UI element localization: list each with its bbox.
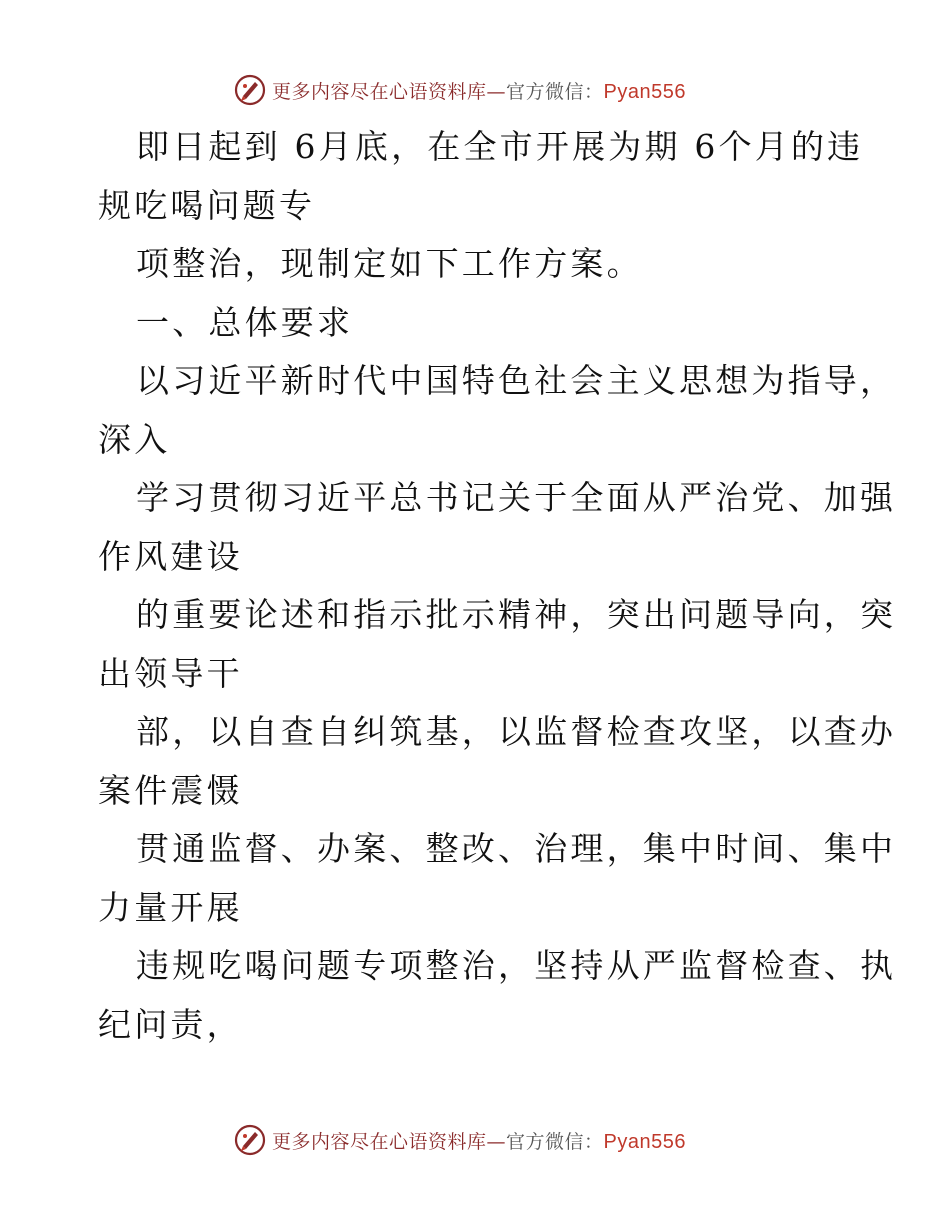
text-line: 案件震慑 <box>98 770 243 810</box>
text-line: 力量开展 <box>98 887 243 927</box>
text-line: 部，以自查自纠筑基，以监督检查攻坚，以查办 <box>136 712 897 751</box>
text-line: 项整治，现制定如下工作方案。 <box>136 244 643 283</box>
text-line: 贯通监督、办案、整改、治理，集中时间、集中 <box>136 829 897 868</box>
header-banner-text <box>272 77 686 104</box>
text-line: 违规吃喝问题专项整治，坚持从严监督检查、执 <box>136 946 897 985</box>
footer-wechat-label: 官方微信： <box>506 1130 604 1153</box>
text-line: 以习近平新时代中国特色社会主义思想为指导， <box>136 361 897 400</box>
text-line: 的重要论述和指示批示精神，突出问题导向，突 <box>136 595 897 634</box>
header-wechat-id: Pyan556 <box>603 80 686 103</box>
text-line: 深入 <box>98 419 171 459</box>
pen-logo-icon <box>234 1124 266 1156</box>
text-line: 即日起到 6月底，在全市开展为期 6个月的违 <box>136 127 864 166</box>
footer-site-name: 更多内容尽在心语资料库 <box>272 1130 487 1153</box>
header-wechat-label: 官方微信： <box>506 80 604 103</box>
section-heading: 一、总体要求 <box>136 302 354 342</box>
footer-banner <box>234 1123 734 1157</box>
footer-dash: — <box>486 1130 507 1153</box>
text-line: 学习贯彻习近平总书记关于全面从严治党、加强 <box>136 478 897 517</box>
footer-wechat-id: Pyan556 <box>603 1130 686 1153</box>
text-line: 作风建设 <box>98 536 243 576</box>
header-dash: — <box>486 80 507 103</box>
pen-logo-icon <box>234 74 266 106</box>
document-body <box>98 118 897 1054</box>
footer-banner-text <box>272 1127 686 1154</box>
header-banner <box>234 73 734 107</box>
text-line: 规吃喝问题专 <box>98 185 316 225</box>
text-line: 纪问责， <box>98 1004 243 1044</box>
text-line: 出领导干 <box>98 653 243 693</box>
header-site-name: 更多内容尽在心语资料库 <box>272 80 487 103</box>
